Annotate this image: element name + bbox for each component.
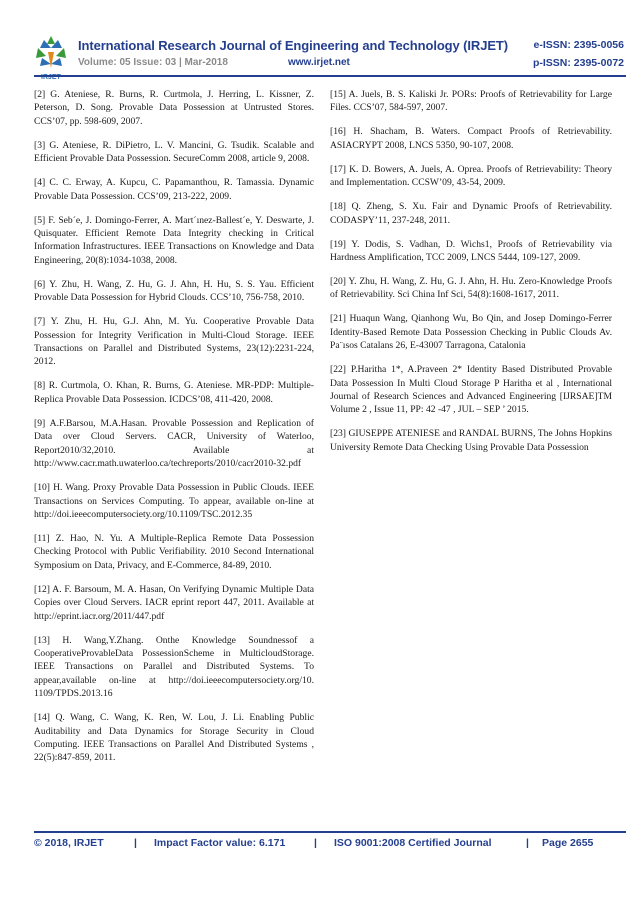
reference-item: [5] F. Seb´e, J. Domingo-Ferrer, A. Mart´ınez-Ballest´e, Y. Deswarte, J. Quisquater. Efficient Remote Data Integrity checking in Critical Information Infrastructures. IEEE Transactions on Knowledge and Data Engineering, 20(8):1034-1038, 2008. [34,214,314,266]
footer-separator: | [314,837,317,849]
irjet-logo-icon [34,34,68,74]
reference-item: [11] Z. Hao, N. Yu. A Multiple-Replica Remote Data Possession Checking Protocol with Public Verifiability. 2010 Second International Symposium on Data, Privacy, and E-Commerce, 84-89, 2010. [34,532,314,571]
footer-copyright: © 2018, IRJET [34,837,104,849]
reference-item: [22] P.Haritha 1*, A.Praveen 2* Identity Based Distributed Provable Data Possession In Multi Cloud Storage P Haritha et al , International Journal of Research Sciences and Advanced Engineering [IJRSAE]TM Volume 2 , Issue 11, PP: 42 -47 , JUL – SEP ’ 2015. [330,364,612,416]
reference-item: [17] K. D. Bowers, A. Juels, A. Oprea. Proofs of Retrievability: Theory and Implementation. CCSW’09, 43-54, 2009. [330,163,612,189]
reference-item: [7] Y. Zhu, H. Hu, G.J. Ahn, M. Yu. Cooperative Provable Data Possession for Integrity Verification in Multi-Cloud Storage. IEEE Transactions on Parallel and Distributed Systems, 23(12):2231-224, 2012. [34,316,314,368]
p-issn: p-ISSN: 2395-0072 [532,57,624,69]
volume-issue: Volume: 05 Issue: 03 | Mar-2018 [78,57,228,68]
reference-item: [13] H. Wang,Y.Zhang. Onthe Knowledge Soundnessof a CooperativeProvableData PossessionScheme in MulticloudStorage. IEEE Transactions on Parallel and Distributed Systems. To appear,available on-line at http://doi.ieeecomputersociety.org/10. 1109/TPDS.2013.16 [34,634,314,700]
footer-impact-factor: Impact Factor value: 6.171 [154,837,286,849]
references-left-column [34,88,314,775]
website-link[interactable]: www.irjet.net [288,57,350,68]
footer-separator: | [526,837,529,849]
reference-item: [20] Y. Zhu, H. Wang, Z. Hu, G. J. Ahn, H. Hu. Zero-Knowledge Proofs of Retrievability. Sci China Inf Sci, 54(8):1608-1617, 2011. [330,276,612,301]
reference-item: [14] Q. Wang, C. Wang, K. Ren, W. Lou, J. Li. Enabling Public Auditability and Data Dynamics for Storage Security in Cloud Computing. IEEE Transactions on Parallel And Distributed Systems , 22(5):847-859, 2011. [34,712,314,764]
reference-item: [4] C. C. Erway, A. Kupcu, C. Papamanthou, R. Tamassia. Dynamic Provable Data Possession. CCS’09, 213-222, 2009. [34,177,314,202]
references-right-column [330,88,612,465]
reference-item: [19] Y. Dodis, S. Vadhan, D. Wichs1, Proofs of Retrievability via Hardness Amplification, TCC 2009, LNCS 5444, 109-127, 2009. [330,238,612,264]
footer-iso: ISO 9001:2008 Certified Journal [334,837,492,849]
reference-item: [3] G. Ateniese, R. DiPietro, L. V. Mancini, G. Tsudik. Scalable and Efficient Provable Data Possession. SecureComm 2008, article 9, 2008. [34,139,314,165]
reference-item: [18] Q. Zheng, S. Xu. Fair and Dynamic Proofs of Retrievability. CODASPY’11, 237-248, 2011. [330,201,612,226]
reference-item: [12] A. F. Barsoum, M. A. Hasan, On Verifying Dynamic Multiple Data Copies over Cloud Servers. IACR eprint report 447, 2011. Available at http://eprint.iacr.org/2011/447.pdf [34,583,314,622]
reference-item: [6] Y. Zhu, H. Wang, Z. Hu, G. J. Ahn, H. Hu, S. S. Yau. Efficient Provable Data Possession for Hybrid Clouds. CCS’10, 756-758, 2010. [34,278,314,304]
reference-item: [10] H. Wang. Proxy Provable Data Possession in Public Clouds. IEEE Transactions on Services Computing. To appear, available on-line at http://doi.ieeecomputersociety.org/10.1109/TSC.2012.35 [34,482,314,520]
reference-item: [23] GIUSEPPE ATENIESE and RANDAL BURNS, The Johns Hopkins University Remote Data Checking Using Provable Data Possession [330,428,612,453]
journal-title: International Research Journal of Engineering and Technology (IRJET) [78,38,508,53]
reference-item: [16] H. Shacham, B. Waters. Compact Proofs of Retrievability. ASIACRYPT 2008, LNCS 5350, 90-107, 2008. [330,126,612,151]
reference-item: [8] R. Curtmola, O. Khan, R. Burns, G. Ateniese. MR-PDP: Multiple-Replica Provable Data Possession. ICDCS’08, 411-420, 2008. [34,380,314,405]
footer-page-number: Page 2655 [542,837,594,849]
reference-item: [9] A.F.Barsou, M.A.Hasan. Provable Possession and Replication of Data over Cloud Servers. CACR, University of Waterloo, Report2010/32,2010. Available at http://www.cacr.math.uwaterloo.ca/techreports/2010/cacr2010-32.pdf [34,417,314,470]
reference-item: [21] Huaqun Wang, Qianhong Wu, Bo Qin, and Josep Domingo-Ferrer Identity-Based Remote Data Possession Checking in Public Clouds Av. Pa¨ısos Catalans 26, E-43007 Tarragona, Catalonia [330,313,612,352]
footer-divider [34,831,626,833]
e-issn: e-ISSN: 2395-0056 [533,39,624,51]
header-divider [34,75,626,77]
logo-text: IRJET [41,74,61,81]
footer-separator: | [134,837,137,849]
reference-item: [15] A. Juels, B. S. Kaliski Jr. PORs: Proofs of Retrievability for Large Files. CCS’07, 584-597, 2007. [330,89,612,114]
page-header [0,0,638,84]
reference-item: [2] G. Ateniese, R. Burns, R. Curtmola, J. Herring, L. Kissner, Z. Peterson, D. Song. Provable Data Possession at Untrusted Stores. CCS’07, pp. 598-609, 2007. [34,89,314,127]
